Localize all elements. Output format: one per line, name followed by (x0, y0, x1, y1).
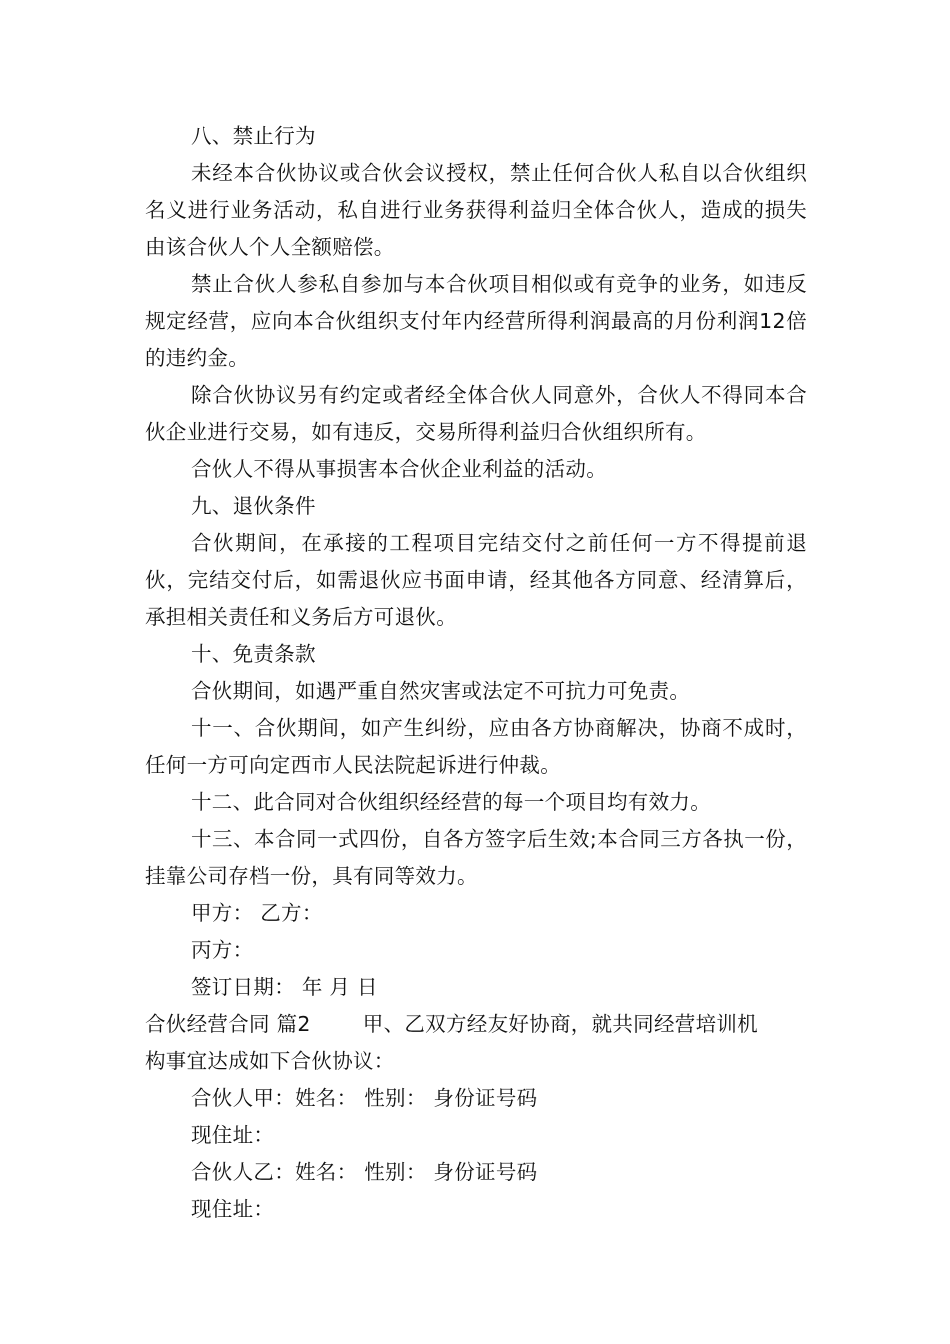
signature-party-c: 丙方： (191, 938, 254, 962)
partner-a-info: 合伙人甲：姓名： 性别： 身份证号码 (191, 1086, 538, 1110)
paragraph: 未经本合伙协议或合伙会议授权，禁止任何合伙人私自以合伙组织名义进行业务活动，私自进行业务获得利益归全体合伙人，造成的损失由该合伙人个人全额赔偿。 (145, 161, 807, 259)
paragraph: 禁止合伙人参私自参加与本合伙项目相似或有竞争的业务，如违反规定经营，应向本合伙组织支付年内经营所得利润最高的月份利润12倍的违约金。 (145, 272, 807, 370)
signing-date: 签订日期： 年 月 日 (191, 975, 378, 999)
paragraph: 十二、此合同对合伙组织经经营的每一个项目均有效力。 (191, 790, 711, 814)
partner-b-info: 合伙人乙：姓名： 性别： 身份证号码 (191, 1160, 538, 1184)
paragraph: 十三、本合同一式四份，自各方签字后生效;本合同三方各执一份，挂靠公司存档一份，具有同等效力。 (145, 827, 807, 888)
paragraph: 除合伙协议另有约定或者经全体合伙人同意外，合伙人不得同本合伙企业进行交易，如有违反，交易所得利益归合伙组织所有。 (145, 383, 807, 444)
document-body (145, 118, 807, 1228)
paragraph: 合伙期间，在承接的工程项目完结交付之前任何一方不得提前退伙，完结交付后，如需退伙应书面申请，经其他各方同意、经清算后，承担相关责任和义务后方可退伙。 (145, 531, 807, 629)
section2-title: 合伙经营合同 篇2 (145, 1012, 311, 1036)
section2-intro-line2: 构事宜达成如下合伙协议： (145, 1049, 395, 1073)
heading-prohibited-acts: 八、禁止行为 (191, 124, 316, 148)
heading-withdrawal-conditions: 九、退伙条件 (191, 494, 316, 518)
heading-exemption-clause: 十、免责条款 (191, 642, 316, 666)
paragraph: 十一、合伙期间，如产生纠纷，应由各方协商解决，协商不成时，任何一方可向定西市人民法院起诉进行仲裁。 (145, 716, 807, 777)
partner-a-address: 现住址： (191, 1123, 275, 1147)
section2-header-line (145, 1006, 807, 1043)
paragraph: 合伙人不得从事损害本合伙企业利益的活动。 (191, 457, 607, 481)
section2-intro-line1: 甲、乙双方经友好协商，就共同经营培训机 (362, 1012, 758, 1036)
signature-parties-ab: 甲方： 乙方： (191, 901, 323, 925)
paragraph: 合伙期间，如遇严重自然灾害或法定不可抗力可免责。 (191, 679, 691, 703)
partner-b-address: 现住址： (191, 1197, 275, 1221)
